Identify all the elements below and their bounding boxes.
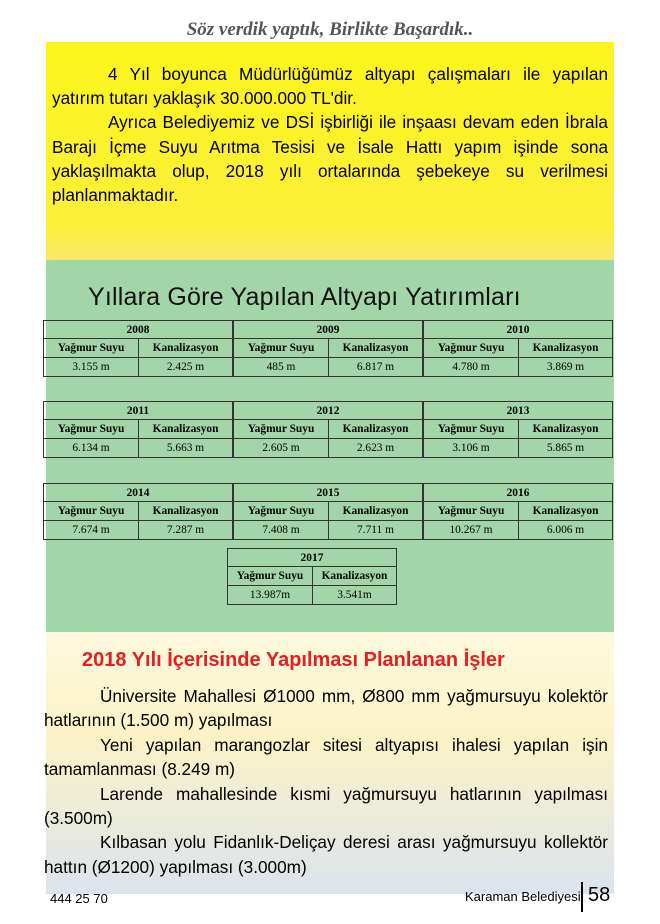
- plan-item: Kılbasan yolu Fidanlık-Deliçay deresi arası yağmursuyu kollektör hattın (Ø1200) yapılması (3.000m): [44, 832, 608, 877]
- col-sewer-header: Kanalizasyon: [139, 339, 233, 358]
- sewer-value: 2.425 m: [139, 358, 233, 377]
- sewer-value: 7.711 m: [329, 521, 423, 540]
- rain-value: 13.987m: [228, 586, 313, 605]
- page-number: 58: [588, 884, 611, 906]
- year-table-2016: [423, 483, 613, 540]
- col-rain-header: Yağmur Suyu: [234, 420, 329, 439]
- plans-list: [44, 684, 608, 879]
- col-sewer-header: Kanalizasyon: [329, 420, 423, 439]
- rain-value: 2.605 m: [234, 439, 329, 458]
- year-table-2010: [423, 320, 613, 377]
- year-label: 2010: [424, 321, 613, 339]
- sewer-value: 5.865 m: [519, 439, 613, 458]
- plan-item: Yeni yapılan marangozlar sitesi altyapısı ihalesi yapılan işin tamamlanması (8.249 m): [44, 734, 608, 780]
- rain-value: 7.408 m: [234, 521, 329, 540]
- col-rain-header: Yağmur Suyu: [234, 339, 329, 358]
- year-table-2014: [43, 483, 233, 540]
- rain-value: 485 m: [234, 358, 329, 377]
- plans-title: 2018 Yılı İçerisinde Yapılması Planlanan İşler: [82, 649, 505, 671]
- year-label: 2012: [234, 402, 423, 420]
- rain-value: 7.674 m: [44, 521, 139, 540]
- year-table-2011: [43, 401, 233, 458]
- year-label: 2009: [234, 321, 423, 339]
- intro-box: [46, 42, 614, 260]
- col-rain-header: Yağmur Suyu: [44, 339, 139, 358]
- col-sewer-header: Kanalizasyon: [312, 567, 396, 586]
- intro-paragraph-2: Ayrıca Belediyemiz ve DSİ işbirliği ile inşaası devam eden İbrala Barajı İçme Suyu Arıtma Tesisi ve İsale Hattı yapım işinde sona yaklaşılmakta olup, 2018 yılı ortalarında şebekeye su verilmesi planlanmaktadır.: [52, 112, 608, 206]
- col-sewer-header: Kanalizasyon: [139, 420, 233, 439]
- col-rain-header: Yağmur Suyu: [424, 339, 519, 358]
- sewer-value: 6.006 m: [519, 521, 613, 540]
- investments-title: Yıllara Göre Yapılan Altyapı Yatırımları: [88, 283, 521, 311]
- footer-organization: Karaman Belediyesi: [465, 889, 581, 904]
- sewer-value: 5.663 m: [139, 439, 233, 458]
- year-label: 2014: [44, 484, 233, 502]
- sewer-value: 7.287 m: [139, 521, 233, 540]
- sewer-value: 3.541m: [312, 586, 396, 605]
- rain-value: 6.134 m: [44, 439, 139, 458]
- col-sewer-header: Kanalizasyon: [329, 502, 423, 521]
- year-label: 2015: [234, 484, 423, 502]
- rain-value: 3.106 m: [424, 439, 519, 458]
- year-label: 2013: [424, 402, 613, 420]
- footer-divider: [581, 882, 583, 912]
- col-sewer-header: Kanalizasyon: [519, 420, 613, 439]
- intro-paragraph-1: 4 Yıl boyunca Müdürlüğümüz altyapı çalışmaları ile yapılan yatırım tutarı yaklaşık 30.000.000 TL'dir.: [52, 64, 608, 109]
- col-rain-header: Yağmur Suyu: [228, 567, 313, 586]
- col-rain-header: Yağmur Suyu: [234, 502, 329, 521]
- year-table-2012: [233, 401, 423, 458]
- year-table-2015: [233, 483, 423, 540]
- col-sewer-header: Kanalizasyon: [519, 502, 613, 521]
- year-label: 2016: [424, 484, 613, 502]
- year-label: 2011: [44, 402, 233, 420]
- year-label: 2017: [228, 549, 397, 567]
- col-sewer-header: Kanalizasyon: [329, 339, 423, 358]
- col-rain-header: Yağmur Suyu: [424, 502, 519, 521]
- col-rain-header: Yağmur Suyu: [424, 420, 519, 439]
- rain-value: 3.155 m: [44, 358, 139, 377]
- year-table-2017: [227, 548, 397, 605]
- year-label: 2008: [44, 321, 233, 339]
- year-table-2008: [43, 320, 233, 377]
- sewer-value: 3.869 m: [519, 358, 613, 377]
- rain-value: 10.267 m: [424, 521, 519, 540]
- col-sewer-header: Kanalizasyon: [139, 502, 233, 521]
- col-rain-header: Yağmur Suyu: [44, 420, 139, 439]
- year-table-2013: [423, 401, 613, 458]
- header-slogan: Söz verdik yaptık, Birlikte Başardık..: [186, 19, 474, 40]
- year-table-2009: [233, 320, 423, 377]
- col-sewer-header: Kanalizasyon: [519, 339, 613, 358]
- sewer-value: 2.623 m: [329, 439, 423, 458]
- plan-item: Larende mahallesinde kısmi yağmursuyu hatlarının yapılması (3.500m): [44, 783, 608, 829]
- col-rain-header: Yağmur Suyu: [44, 502, 139, 521]
- sewer-value: 6.817 m: [329, 358, 423, 377]
- footer-phone: 444 25 70: [50, 891, 108, 906]
- rain-value: 4.780 m: [424, 358, 519, 377]
- plan-item: Üniversite Mahallesi Ø1000 mm, Ø800 mm yağmursuyu kolektör hatlarının (1.500 m) yapılması: [44, 686, 608, 731]
